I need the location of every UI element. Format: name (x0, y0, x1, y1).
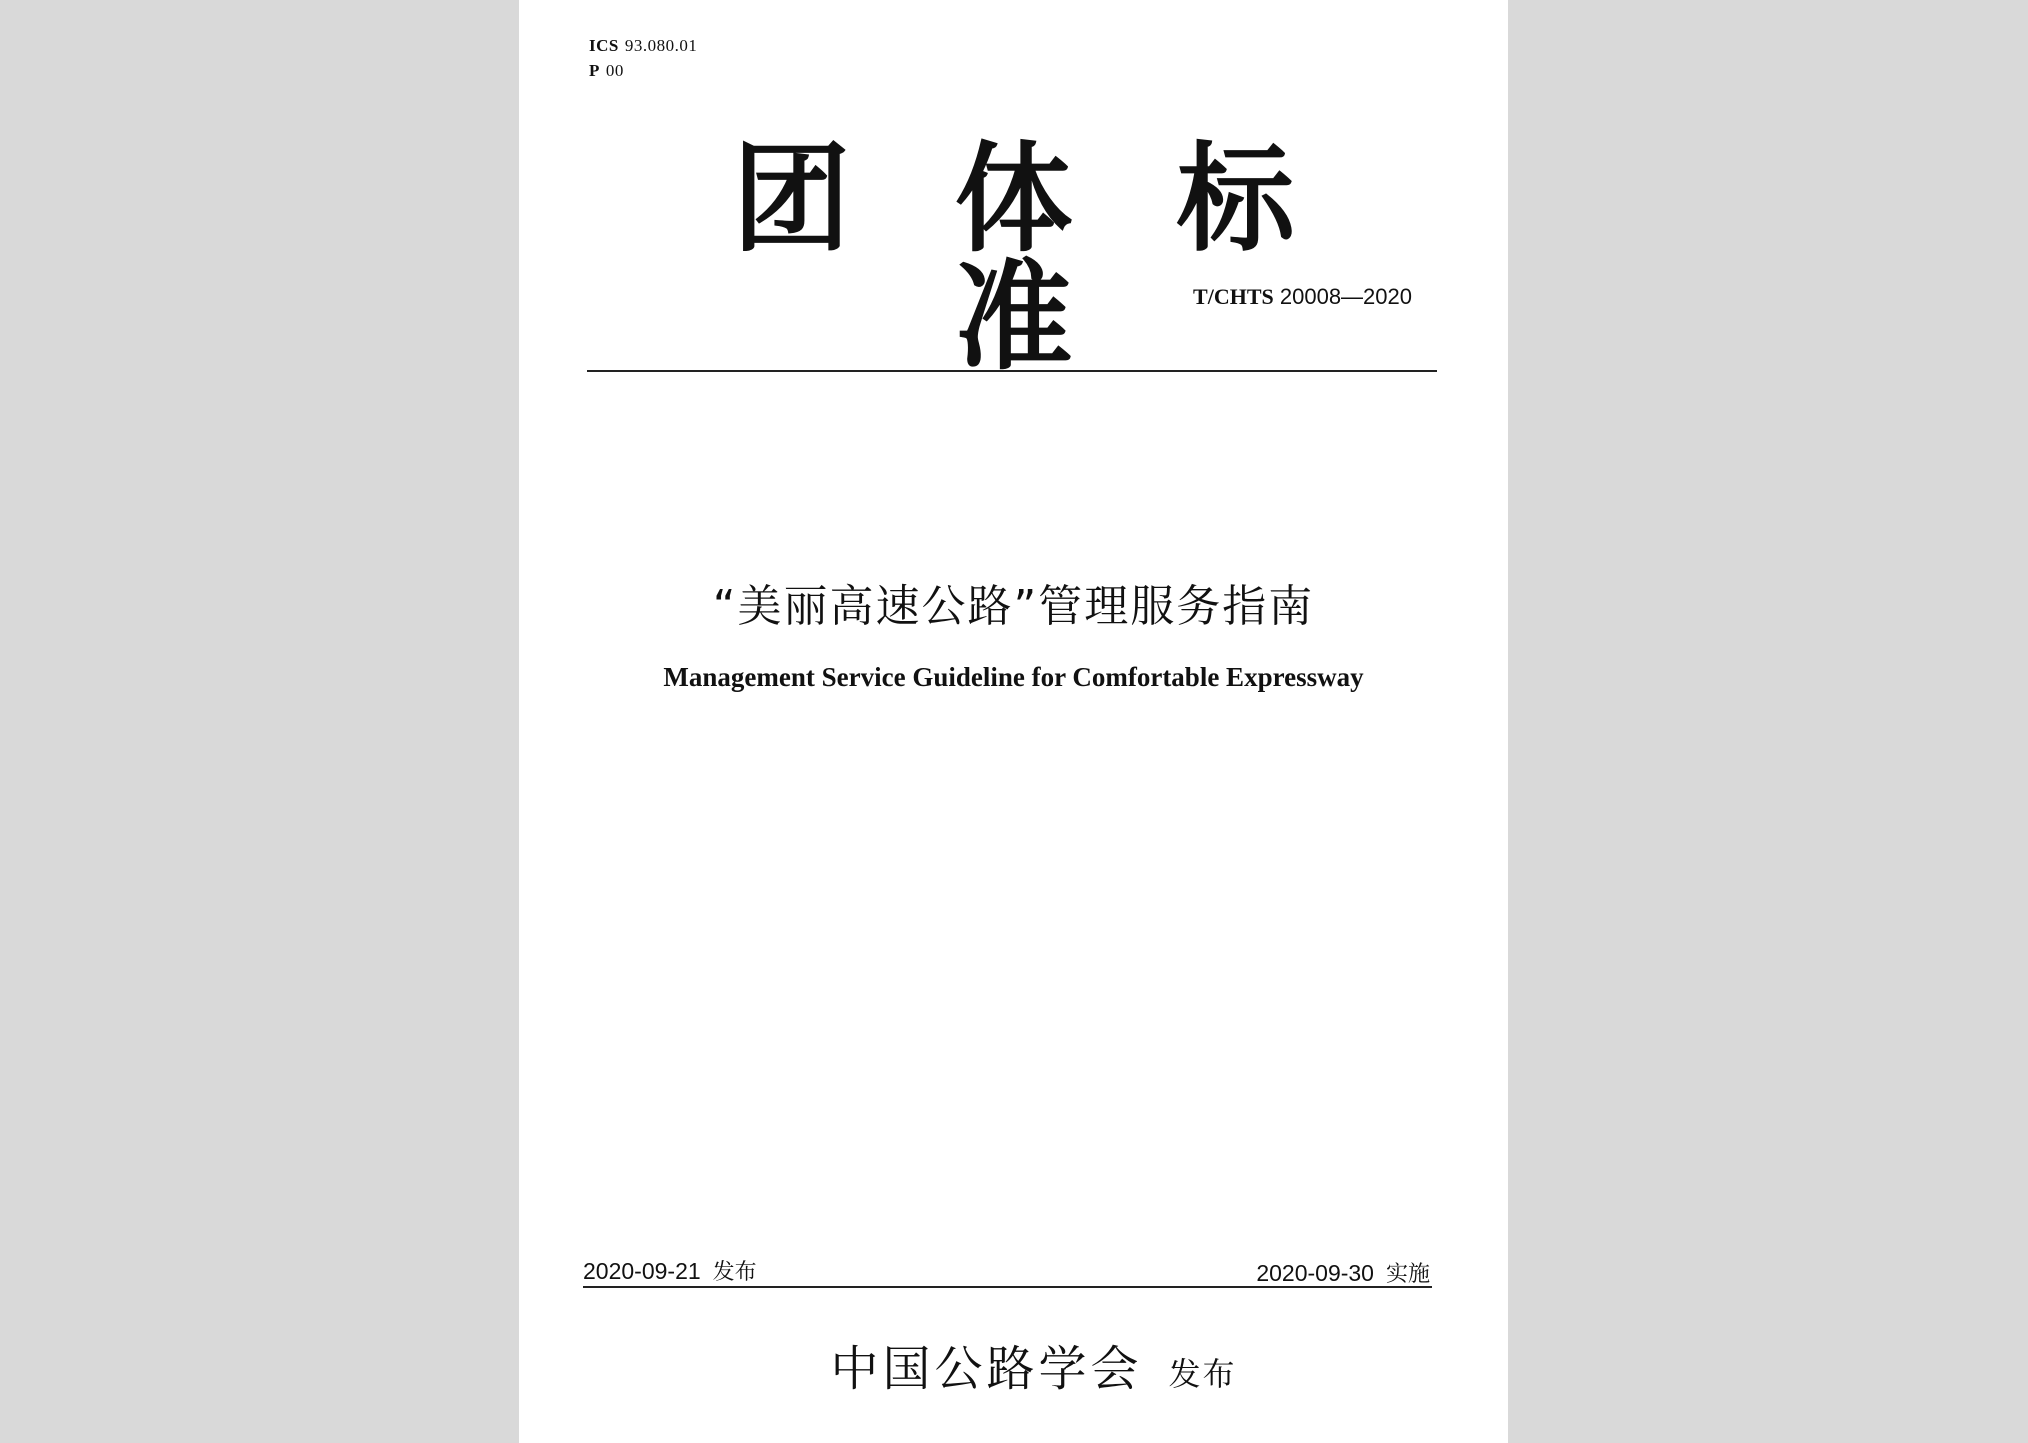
ccs-code (589, 61, 624, 81)
ccs-label: P (589, 61, 600, 80)
publisher-action: 发布 (1168, 1355, 1237, 1393)
ics-label: ICS (589, 36, 619, 55)
implement-date: 2020-09-30 (1256, 1260, 1374, 1286)
standard-cover-page (519, 0, 1508, 1443)
ccs-value: 00 (605, 61, 624, 80)
standard-code-prefix: T/CHTS (1193, 284, 1274, 309)
issue-date: 2020-09-21 (583, 1258, 701, 1284)
document-title-en: Management Service Guideline for Comfortable Expressway (663, 662, 1364, 692)
standard-code (1193, 284, 1412, 310)
publisher-name: 中国公路学会 (830, 1341, 1143, 1397)
bottom-divider (583, 1286, 1432, 1288)
issue-date-block (583, 1255, 757, 1286)
implement-date-block (1256, 1257, 1430, 1288)
issue-label: 发布 (712, 1260, 757, 1285)
document-title-cn: “美丽高速公路”管理服务指南 (712, 581, 1315, 632)
ics-value: 93.080.01 (624, 36, 698, 55)
standard-code-number: 20008—2020 (1279, 284, 1412, 309)
standard-type-title: 团体标准 (732, 130, 1399, 386)
publisher-line (519, 1330, 1508, 1399)
implement-label: 实施 (1385, 1262, 1430, 1287)
top-divider (587, 370, 1437, 372)
ics-code (589, 36, 697, 56)
